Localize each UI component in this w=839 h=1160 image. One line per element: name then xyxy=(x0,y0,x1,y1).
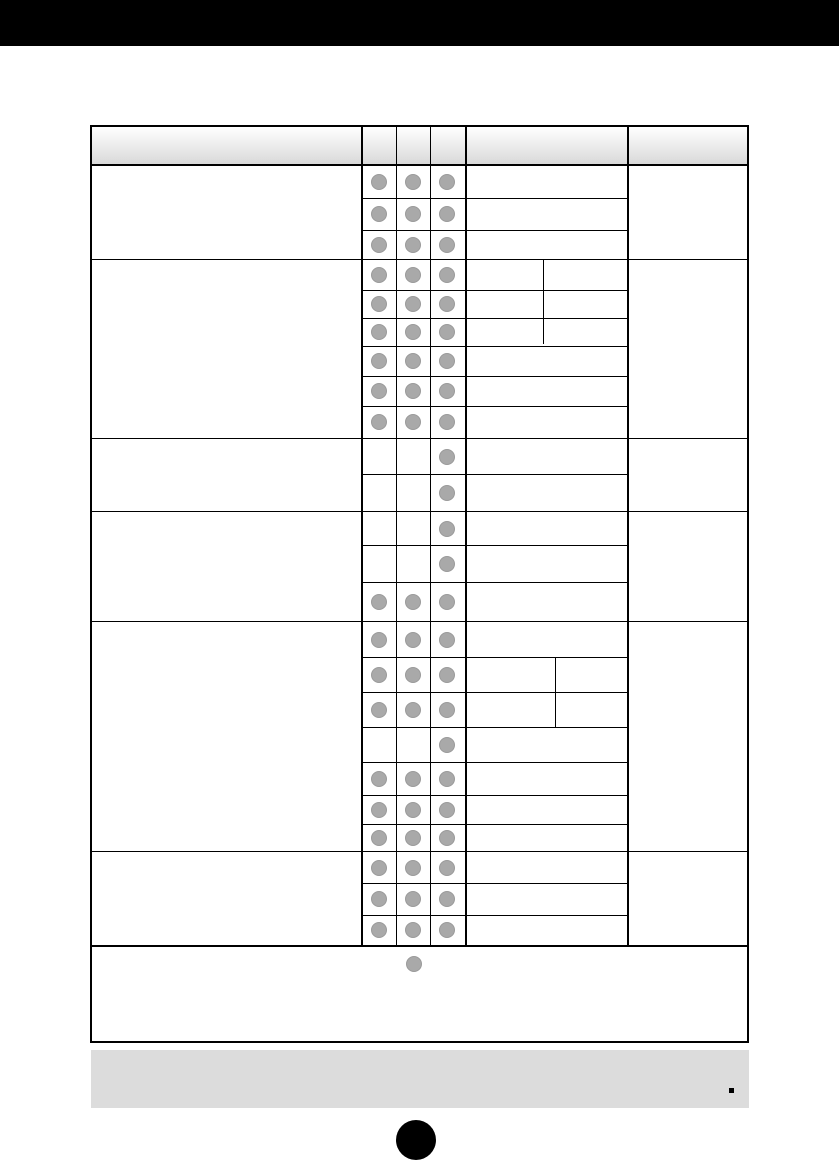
support-bullet xyxy=(439,353,455,369)
support-bullet xyxy=(439,891,455,907)
support-bullet xyxy=(371,267,387,283)
support-bullet xyxy=(405,353,421,369)
row-divider xyxy=(363,762,627,763)
support-bullet xyxy=(439,860,455,876)
row-divider xyxy=(363,376,627,377)
support-bullet xyxy=(371,771,387,787)
row-divider xyxy=(363,230,627,231)
support-bullet xyxy=(439,414,455,430)
support-bullet xyxy=(371,594,387,610)
group-divider xyxy=(92,259,747,260)
support-bullet xyxy=(405,594,421,610)
row-divider xyxy=(363,795,627,796)
row-divider xyxy=(363,474,627,475)
row-divider xyxy=(363,915,627,916)
support-bullet xyxy=(371,802,387,818)
support-bullet xyxy=(371,891,387,907)
support-bullet xyxy=(439,737,455,753)
group-divider xyxy=(92,438,747,439)
support-bullet xyxy=(371,237,387,253)
column-divider xyxy=(627,127,629,947)
support-bullet xyxy=(371,702,387,718)
support-bullet xyxy=(405,267,421,283)
row-divider xyxy=(363,582,627,583)
support-bullet xyxy=(371,922,387,938)
function-table xyxy=(90,125,749,1043)
header-divider xyxy=(92,164,747,166)
row-divider xyxy=(363,406,627,407)
group-divider xyxy=(92,851,747,852)
support-bullet xyxy=(405,206,421,222)
support-bullet xyxy=(439,521,455,537)
row-divider xyxy=(363,883,627,884)
support-bullet xyxy=(439,922,455,938)
support-bullet xyxy=(371,632,387,648)
support-bullet xyxy=(439,174,455,190)
subcolumn-divider xyxy=(543,260,544,344)
support-bullet xyxy=(405,414,421,430)
support-bullet xyxy=(405,771,421,787)
support-bullet xyxy=(439,449,455,465)
support-bullet xyxy=(371,667,387,683)
support-bullet xyxy=(439,702,455,718)
support-bullet xyxy=(405,702,421,718)
support-bullet xyxy=(439,632,455,648)
support-bullet xyxy=(371,174,387,190)
support-bullet xyxy=(371,353,387,369)
support-bullet xyxy=(439,771,455,787)
row-divider xyxy=(363,692,627,693)
support-bullet xyxy=(439,383,455,399)
support-bullet xyxy=(405,667,421,683)
table-header-row xyxy=(92,127,747,165)
note-bullet xyxy=(406,956,422,972)
support-bullet xyxy=(371,296,387,312)
support-bullet xyxy=(439,556,455,572)
support-bullet xyxy=(439,594,455,610)
row-divider xyxy=(363,290,627,291)
support-bullet xyxy=(371,383,387,399)
support-bullet xyxy=(439,296,455,312)
row-divider xyxy=(363,545,627,546)
support-bullet xyxy=(405,383,421,399)
end-marker xyxy=(729,1088,734,1093)
support-bullet xyxy=(371,414,387,430)
row-divider xyxy=(363,318,627,319)
row-divider xyxy=(363,346,627,347)
support-bullet xyxy=(405,922,421,938)
support-bullet xyxy=(405,830,421,846)
group-divider xyxy=(92,511,747,512)
support-bullet xyxy=(405,324,421,340)
support-bullet xyxy=(371,860,387,876)
support-bullet xyxy=(405,860,421,876)
group-divider xyxy=(92,621,747,622)
support-bullet xyxy=(439,324,455,340)
support-bullet xyxy=(405,296,421,312)
support-bullet xyxy=(439,237,455,253)
support-bullet xyxy=(371,830,387,846)
support-bullet xyxy=(405,802,421,818)
note-divider xyxy=(92,945,747,947)
support-bullet xyxy=(371,324,387,340)
support-bullet xyxy=(405,237,421,253)
support-bullet xyxy=(439,267,455,283)
support-bullet xyxy=(405,891,421,907)
support-bullet xyxy=(405,174,421,190)
row-divider xyxy=(363,727,627,728)
support-bullet xyxy=(439,667,455,683)
footer-band xyxy=(91,1050,749,1108)
page-number-badge xyxy=(396,1120,436,1160)
support-bullet xyxy=(405,632,421,648)
support-bullet xyxy=(439,485,455,501)
support-bullet xyxy=(439,206,455,222)
header-bar xyxy=(0,0,839,46)
row-divider xyxy=(363,824,627,825)
support-bullet xyxy=(439,830,455,846)
row-divider xyxy=(363,657,627,658)
support-bullet xyxy=(371,206,387,222)
support-bullet xyxy=(439,802,455,818)
row-divider xyxy=(363,198,627,199)
